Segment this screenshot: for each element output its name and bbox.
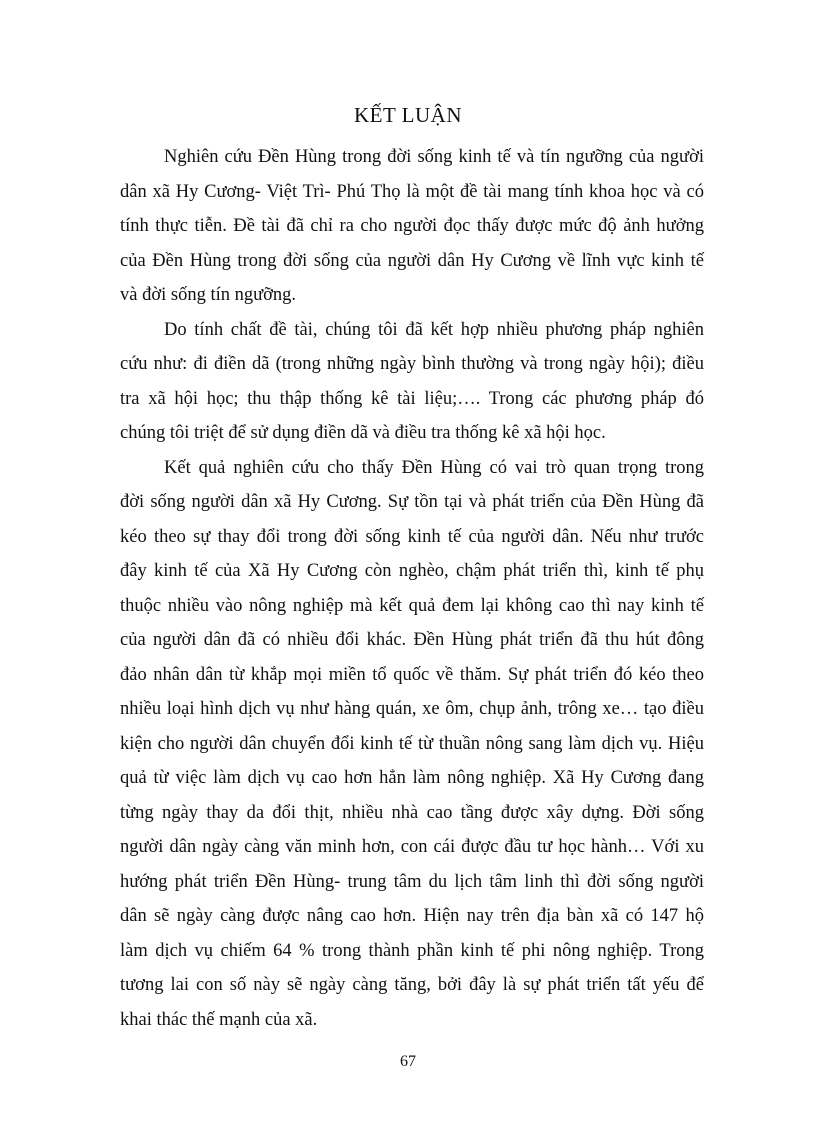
paragraph-line: dân sẽ ngày càng được nâng cao hơn. Hiện nay trên địa bàn xã có 147 hộ <box>120 906 704 926</box>
paragraph-line: Kết quả nghiên cứu cho thấy Đền Hùng có vai trò quan trọng trong <box>164 457 704 478</box>
paragraph-3 <box>120 451 704 1038</box>
paragraph-line: thuộc nhiều vào nông nghiệp mà kết quả đem lại không cao thì nay kinh tế <box>120 595 704 616</box>
paragraph-line: tương lai con số này sẽ ngày càng tăng, bởi đây là sự phát triển tất yếu để <box>120 975 704 995</box>
page-number: 67 <box>400 1053 416 1070</box>
paragraph-line: người dân ngày càng văn minh hơn, con cái được đầu tư học hành… Với xu <box>120 837 704 857</box>
paragraph-line: đây kinh tế của Xã Hy Cương còn nghèo, chậm phát triển thì, kinh tế phụ <box>120 561 704 581</box>
paragraph-line: kiện cho người dân chuyển đổi kinh tế từ thuần nông sang làm dịch vụ. Hiệu <box>120 733 704 754</box>
paragraph-line: tính thực tiễn. Đề tài đã chỉ ra cho người đọc thấy được mức độ ảnh hưởng <box>120 216 704 236</box>
paragraph-line: Do tính chất đề tài, chúng tôi đã kết hợp nhiều phương pháp nghiên <box>164 319 704 340</box>
paragraph-line: Nghiên cứu Đền Hùng trong đời sống kinh tế và tín ngưỡng của người <box>164 147 704 167</box>
paragraph-line: cứu như: đi điền dã (trong những ngày bình thường và trong ngày hội); điều <box>120 354 704 374</box>
paragraph-1 <box>120 140 704 313</box>
paragraph-line: khai thác thế mạnh của xã. <box>120 1009 318 1030</box>
paragraph-line: tra xã hội học; thu thập thống kê tài liệu;…. Trong các phương pháp đó <box>120 388 704 409</box>
paragraph-line: nhiều loại hình dịch vụ như hàng quán, xe ôm, chụp ảnh, trông xe… tạo điều <box>120 699 704 719</box>
paragraph-line: dân xã Hy Cương- Việt Trì- Phú Thọ là một đề tài mang tính khoa học và có <box>120 181 704 202</box>
paragraph-line: từng ngày thay da đổi thịt, nhiều nhà cao tầng được xây dựng. Đời sống <box>120 802 704 823</box>
paragraph-line: của Đền Hùng trong đời sống của người dân Hy Cương về lĩnh vực kinh tế <box>120 250 704 271</box>
page-title: KẾT LUẬN <box>353 103 462 127</box>
paragraph-line: và đời sống tín ngưỡng. <box>120 285 297 305</box>
paragraph-line: đảo nhân dân từ khắp mọi miền tổ quốc về thăm. Sự phát triển đó kéo theo <box>120 664 704 685</box>
paragraph-line: kéo theo sự thay đổi trong đời sống kinh tế của người dân. Nếu như trước <box>120 526 704 547</box>
paragraph-line: quả từ việc làm dịch vụ cao hơn hẳn làm nông nghiệp. Xã Hy Cương đang <box>120 768 704 788</box>
paragraph-line: hướng phát triển Đền Hùng- trung tâm du lịch tâm linh thì đời sống người <box>120 871 704 892</box>
paragraph-line: đời sống người dân xã Hy Cương. Sự tồn tại và phát triển của Đền Hùng đã <box>120 492 704 512</box>
paragraph-line: của người dân đã có nhiều đổi khác. Đền Hùng phát triển đã thu hút đông <box>120 630 704 650</box>
body-text <box>120 140 704 1037</box>
paragraph-line: chúng tôi triệt để sử dụng điền dã và điều tra thống kê xã hội học. <box>120 423 606 443</box>
paragraph-line: làm dịch vụ chiếm 64 % trong thành phần kinh tế phi nông nghiệp. Trong <box>120 940 704 961</box>
paragraph-2 <box>120 313 704 451</box>
